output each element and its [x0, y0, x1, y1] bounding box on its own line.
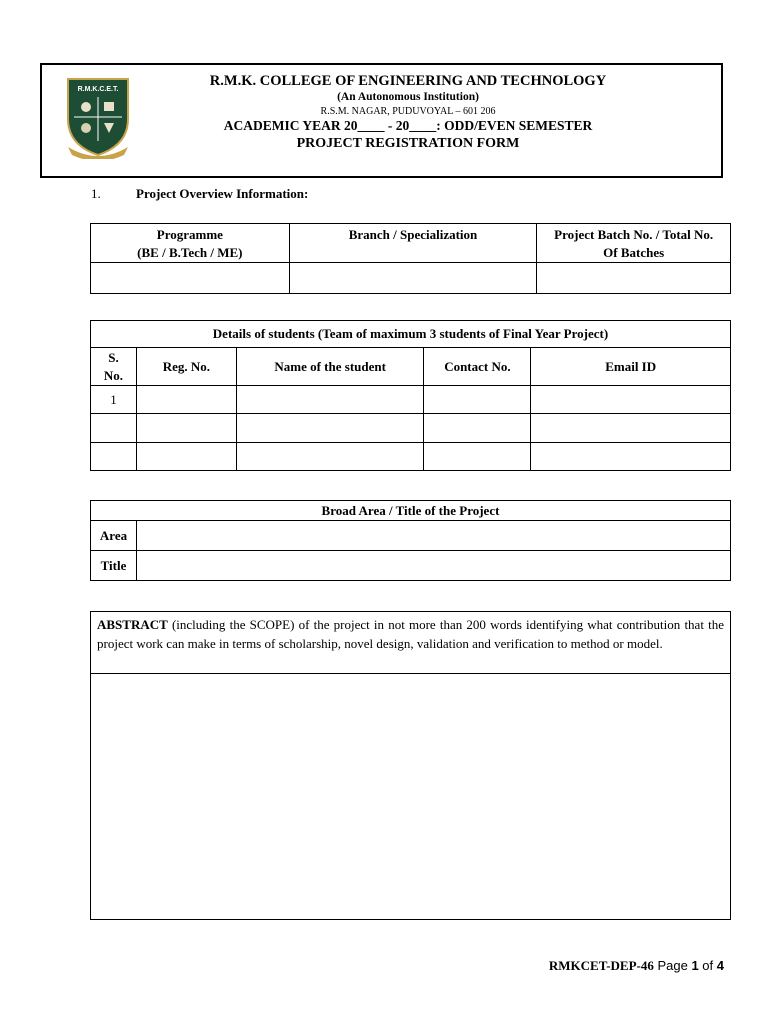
area-label: Area — [91, 521, 137, 551]
area-field[interactable] — [137, 521, 731, 551]
regno-field[interactable] — [136, 386, 236, 414]
table-row — [91, 414, 731, 443]
page-total: 4 — [716, 958, 724, 973]
table-row — [91, 386, 731, 414]
branch-field[interactable] — [289, 263, 537, 294]
page-word: Page — [653, 958, 692, 973]
email-field[interactable] — [531, 443, 731, 471]
college-crest-logo — [62, 71, 134, 159]
section-number: 1. — [91, 186, 101, 201]
page-number: 1 — [691, 958, 699, 973]
section-title: Project Overview Information: — [136, 186, 309, 201]
table-row — [91, 443, 731, 471]
contact-field[interactable] — [424, 414, 531, 443]
college-address: R.S.M. NAGAR, PUDUVOYAL – 601 206 — [320, 106, 496, 117]
abstract-lead: ABSTRACT — [97, 617, 168, 632]
abstract-instructions — [91, 612, 731, 674]
academic-year: ACADEMIC YEAR 20____ - 20____: ODD/EVEN SEMESTER — [223, 118, 593, 133]
batch-header: Project Batch No. / Total No. Of Batches — [537, 224, 731, 263]
regno-field[interactable] — [136, 414, 236, 443]
students-caption: Details of students (Team of maximum 3 students of Final Year Project) — [91, 321, 731, 348]
programme-header: Programme (BE / B.Tech / ME) — [91, 224, 290, 263]
sno-cell: 1 — [91, 386, 137, 414]
name-field[interactable] — [236, 443, 424, 471]
sno-cell — [91, 443, 137, 471]
abstract-text: (including the SCOPE) of the project in not more than 200 words identifying what contribution that the project work can make in terms of scholarship, novel design, validation and verification to method or model. — [97, 617, 724, 651]
logo-text: R.M.K.C.E.T. — [77, 86, 119, 93]
contact-field[interactable] — [424, 443, 531, 471]
overview-table — [90, 223, 731, 294]
form-title: PROJECT REGISTRATION FORM — [296, 136, 520, 151]
branch-header: Branch / Specialization — [289, 224, 537, 263]
title-field[interactable] — [137, 551, 731, 581]
contact-header: Contact No. — [424, 348, 531, 386]
batch-field[interactable] — [537, 263, 731, 294]
email-header: Email ID — [531, 348, 731, 386]
abstract-table — [90, 611, 731, 920]
page-footer — [549, 958, 724, 974]
name-field[interactable] — [236, 386, 424, 414]
of-word: of — [698, 958, 717, 973]
programme-field[interactable] — [91, 263, 290, 294]
header-box — [40, 63, 723, 178]
title-label: Title — [91, 551, 137, 581]
document-code: RMKCET-DEP-46 — [548, 958, 654, 973]
students-table — [90, 320, 731, 471]
regno-header: Reg. No. — [136, 348, 236, 386]
email-field[interactable] — [531, 386, 731, 414]
regno-field[interactable] — [136, 443, 236, 471]
abstract-field[interactable] — [91, 674, 731, 920]
name-header: Name of the student — [236, 348, 424, 386]
contact-field[interactable] — [424, 386, 531, 414]
sno-cell — [91, 414, 137, 443]
email-field[interactable] — [531, 414, 731, 443]
sno-header: S. No. — [91, 348, 137, 386]
project-caption: Broad Area / Title of the Project — [91, 501, 731, 521]
name-field[interactable] — [236, 414, 424, 443]
project-table — [90, 500, 731, 581]
autonomous-label: (An Autonomous Institution) — [337, 91, 479, 103]
college-name: R.M.K. COLLEGE OF ENGINEERING AND TECHNOLOGY — [209, 73, 607, 89]
